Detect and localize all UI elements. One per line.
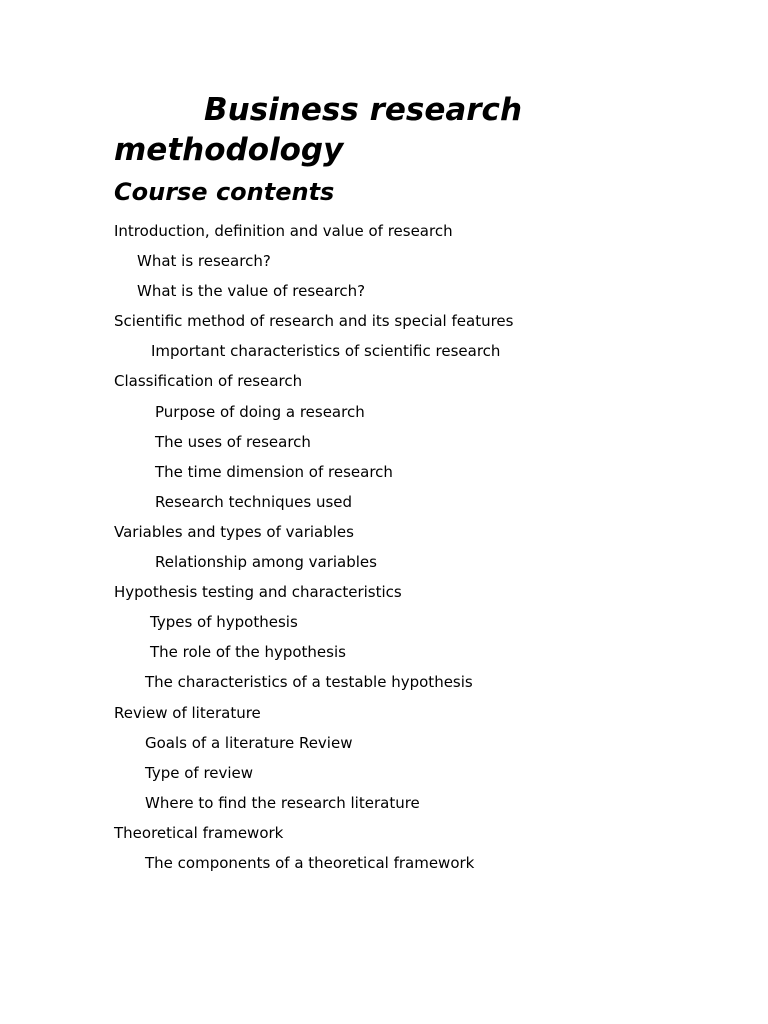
topic-heading: Scientific method of research and its special features: [114, 312, 514, 331]
title-line-1: Business research: [204, 92, 523, 128]
topic-heading: Hypothesis testing and characteristics: [114, 583, 402, 602]
subtopic-item: The components of a theoretical framework: [145, 853, 475, 872]
subtopic-item: Research techniques used: [155, 492, 353, 511]
course-contents-list: [114, 220, 734, 882]
subtopic-item: The uses of research: [155, 432, 311, 451]
topic-heading: Theoretical framework: [114, 823, 284, 842]
subtopic-item: The characteristics of a testable hypothesis: [145, 673, 473, 692]
subtopic-item: Goals of a literature Review: [145, 733, 353, 752]
title-line-2: methodology: [114, 132, 344, 168]
topic-heading: Variables and types of variables: [114, 522, 354, 541]
subtopic-item: Important characteristics of scientific research: [151, 342, 501, 361]
subtopic-item: The role of the hypothesis: [150, 643, 346, 662]
subtopic-item: Purpose of doing a research: [155, 402, 365, 421]
subtopic-item: The time dimension of research: [155, 462, 393, 481]
subtopic-item: Relationship among variables: [155, 553, 377, 572]
document-title: [114, 90, 674, 170]
subtopic-item: Types of hypothesis: [150, 613, 298, 632]
topic-heading: Classification of research: [114, 372, 303, 391]
subtopic-item: What is the value of research?: [137, 282, 366, 301]
subtopic-item: What is research?: [137, 252, 271, 271]
topic-heading: Review of literature: [114, 703, 261, 722]
subtopic-item: Where to find the research literature: [145, 793, 420, 812]
subtopic-item: Type of review: [145, 763, 254, 782]
topic-heading: Introduction, definition and value of research: [114, 222, 453, 240]
section-heading: Course contents: [114, 178, 335, 206]
